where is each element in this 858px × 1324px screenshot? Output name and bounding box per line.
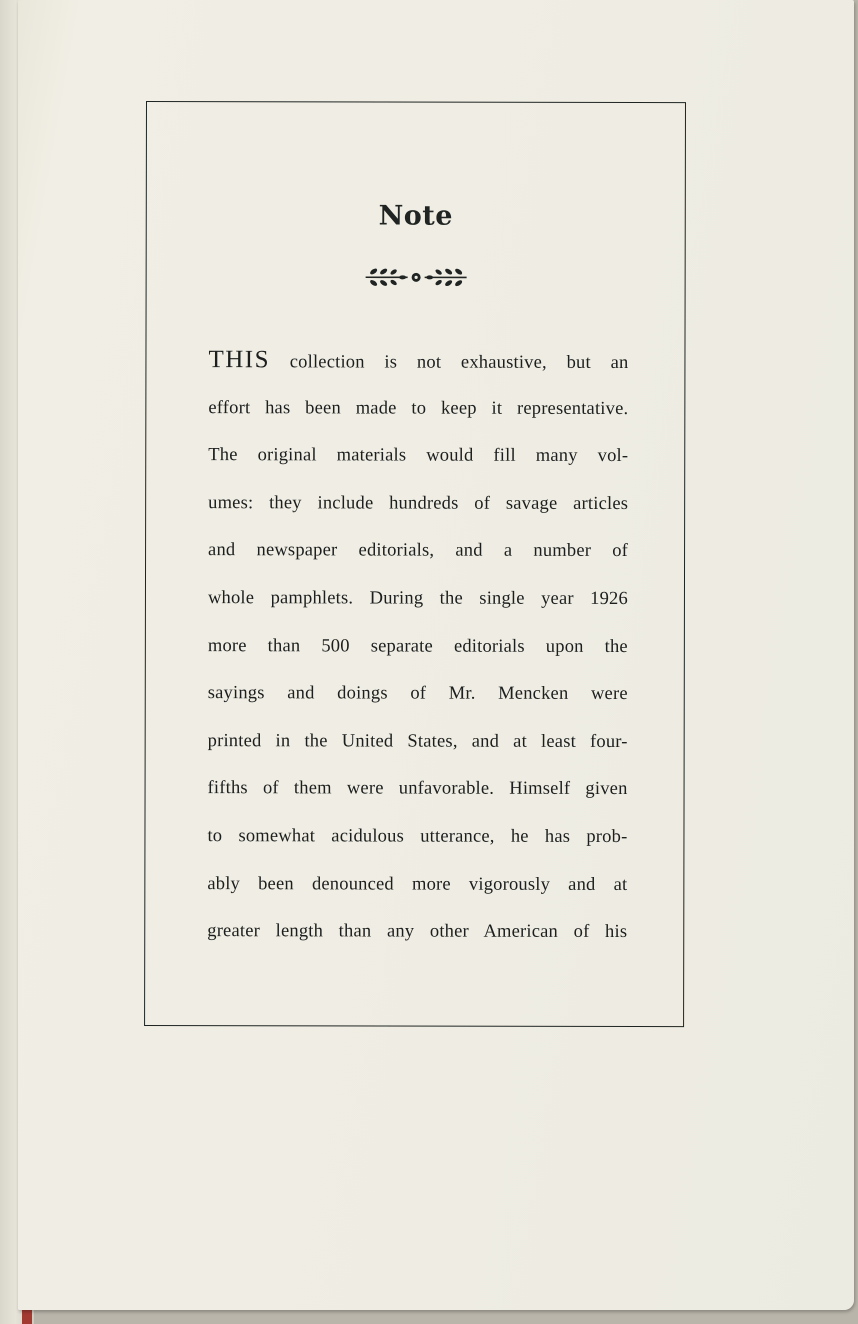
text-line: THIS collection is not exhaustive, but an: [208, 346, 629, 374]
text-frame: [144, 101, 686, 1027]
text-line: umes: they include hundreds of savage articles: [208, 492, 629, 514]
text-line: to somewhat acidulous utterance, he has prob-: [207, 826, 628, 847]
text-line: ably been denounced more vigorously and at: [207, 873, 628, 895]
fleuron-ornament-icon: [364, 264, 469, 288]
book-page: [18, 0, 854, 1310]
text-line: more than 500 separate editorials upon the: [207, 635, 628, 657]
page-title: Note: [378, 200, 453, 232]
text-line: The original materials would fill many vol-: [208, 445, 629, 467]
text-line: whole pamphlets. During the single year 1926: [207, 588, 628, 609]
note-body: [207, 347, 628, 967]
initial-word: THIS: [208, 346, 271, 374]
text-line: greater length than any other American of his: [207, 921, 628, 943]
text-line: and newspaper editorials, and a number of: [208, 540, 629, 562]
text-line: effort has been made to keep it representative.: [208, 397, 629, 419]
text-line: fifths of them were unfavorable. Himself given: [207, 778, 628, 800]
text-line: sayings and doings of Mr. Mencken were: [207, 683, 628, 705]
text-line: printed in the United States, and at least four-: [207, 730, 628, 752]
